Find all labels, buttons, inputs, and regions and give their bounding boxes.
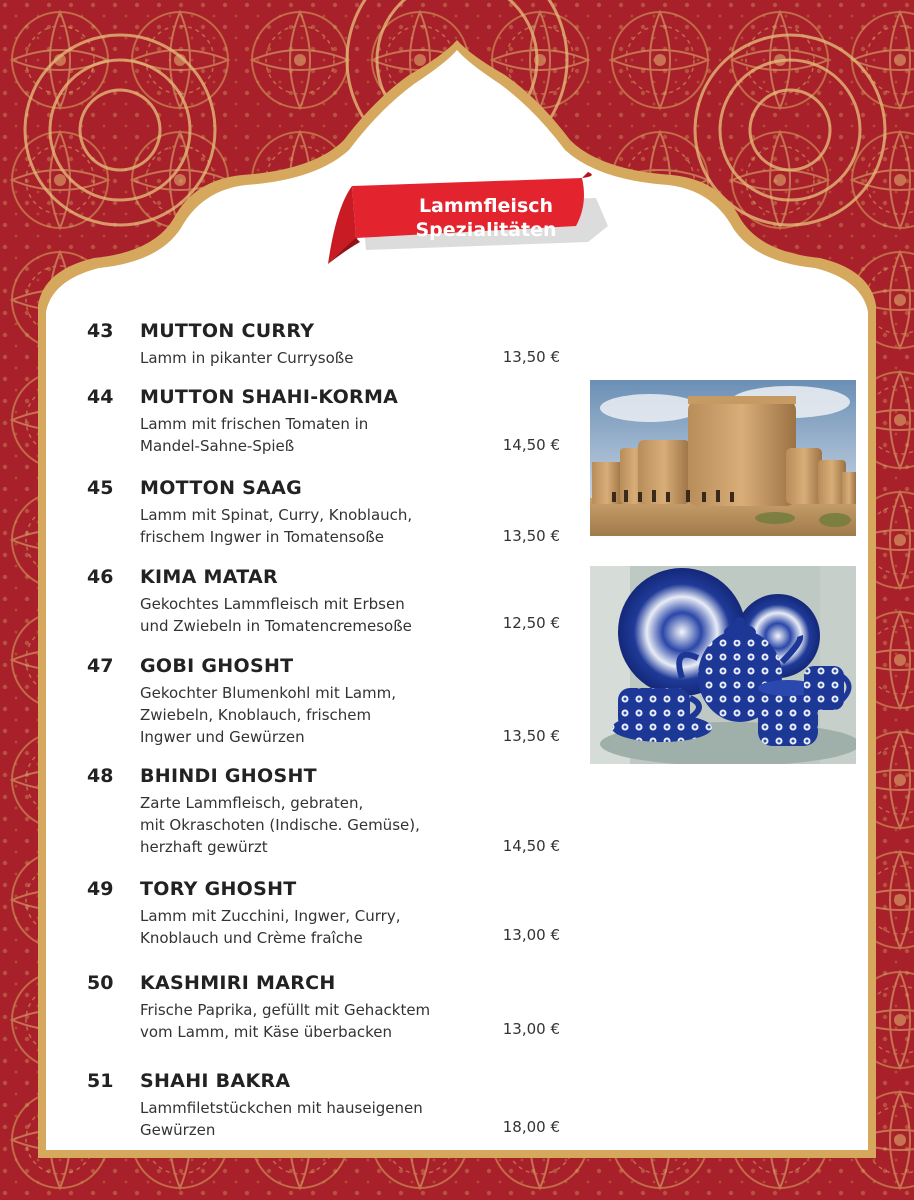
description-line: Gewürzen bbox=[140, 1121, 216, 1139]
description-line: Frische Paprika, gefüllt mit Gehacktem bbox=[140, 1001, 431, 1019]
item-name: TORY GHOSHT bbox=[140, 878, 297, 900]
item-price: 13,50 € bbox=[502, 727, 560, 745]
description-line: Lammfiletstückchen mit hauseigenen bbox=[140, 1099, 423, 1117]
item-number: 50 bbox=[87, 972, 114, 994]
item-description bbox=[140, 504, 412, 548]
item-number: 44 bbox=[87, 386, 114, 408]
item-name: KASHMIRI MARCH bbox=[140, 972, 336, 994]
item-name: GOBI GHOSHT bbox=[140, 655, 294, 677]
description-line: frischem Ingwer in Tomatensoße bbox=[140, 528, 384, 546]
item-price: 13,50 € bbox=[502, 527, 560, 545]
description-line: Mandel-Sahne-Spieß bbox=[140, 437, 295, 455]
description-line: und Zwiebeln in Tomatencremesoße bbox=[140, 617, 412, 635]
item-number: 46 bbox=[87, 566, 114, 588]
item-number: 48 bbox=[87, 765, 114, 787]
item-description bbox=[140, 1097, 423, 1141]
description-line: Zarte Lammfleisch, gebraten, bbox=[140, 794, 364, 812]
pottery-photo bbox=[590, 566, 856, 764]
item-name: SHAHI BAKRA bbox=[140, 1070, 291, 1092]
item-description bbox=[140, 347, 353, 369]
item-price: 18,00 € bbox=[502, 1118, 560, 1136]
item-price: 14,50 € bbox=[502, 837, 560, 855]
item-number: 43 bbox=[87, 320, 114, 342]
item-description bbox=[140, 999, 430, 1043]
description-line: Ingwer und Gewürzen bbox=[140, 728, 305, 746]
item-name: BHINDI GHOSHT bbox=[140, 765, 317, 787]
item-price: 13,00 € bbox=[502, 926, 560, 944]
item-price: 12,50 € bbox=[502, 614, 560, 632]
item-description bbox=[140, 413, 368, 457]
item-name: MOTTON SAAG bbox=[140, 477, 303, 499]
item-price: 13,00 € bbox=[502, 1020, 560, 1038]
item-number: 49 bbox=[87, 878, 114, 900]
description-line: Lamm mit Zucchini, Ingwer, Curry, bbox=[140, 907, 401, 925]
item-name: KIMA MATAR bbox=[140, 566, 278, 588]
item-price: 14,50 € bbox=[502, 436, 560, 454]
item-number: 47 bbox=[87, 655, 114, 677]
description-line: herzhaft gewürzt bbox=[140, 838, 268, 856]
item-description bbox=[140, 682, 396, 748]
item-name: MUTTON SHAHI-KORMA bbox=[140, 386, 399, 408]
item-number: 45 bbox=[87, 477, 114, 499]
item-name: MUTTON CURRY bbox=[140, 320, 315, 342]
description-line: Zwiebeln, Knoblauch, frischem bbox=[140, 706, 372, 724]
description-line: Gekochtes Lammfleisch mit Erbsen bbox=[140, 595, 405, 613]
description-line: Lamm mit Spinat, Curry, Knoblauch, bbox=[140, 506, 413, 524]
banner-title-line-1: Lammfleisch bbox=[418, 195, 554, 217]
description-line: mit Okraschoten (Indische. Gemüse), bbox=[140, 816, 420, 834]
description-line: vom Lamm, mit Käse überbacken bbox=[140, 1023, 393, 1041]
item-description bbox=[140, 905, 400, 949]
item-description bbox=[140, 792, 420, 858]
description-line: Knoblauch und Crème fraîche bbox=[140, 929, 363, 947]
description-line: Lamm in pikanter Currysoße bbox=[140, 349, 354, 367]
item-price: 13,50 € bbox=[502, 348, 560, 366]
item-number: 51 bbox=[87, 1070, 114, 1092]
fort-photo bbox=[590, 380, 856, 536]
description-line: Gekochter Blumenkohl mit Lamm, bbox=[140, 684, 397, 702]
item-description bbox=[140, 593, 412, 637]
description-line: Lamm mit frischen Tomaten in bbox=[140, 415, 369, 433]
banner-title-line-2: Spezialitäten bbox=[415, 219, 557, 241]
